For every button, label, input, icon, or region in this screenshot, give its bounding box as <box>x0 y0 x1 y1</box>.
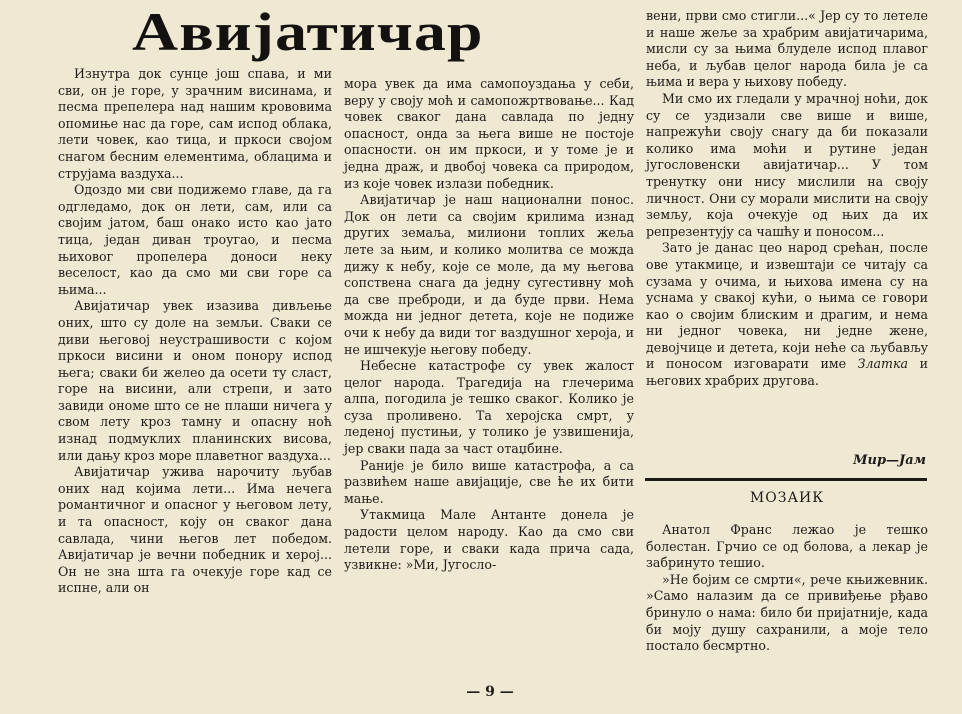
paragraph: Раније је било више катастрофа, а са развићем наше авијације, све ће их бити мање. <box>344 457 634 506</box>
article-column-3 <box>646 8 928 390</box>
paragraph: вени, први смо стигли...« Јер су то летеле и наше жеље за храбрим авијатичарима, мисли су за њима блуделе испод плавог неба, и љубав целог народа била је са њима и вера у њихову победу. <box>646 8 928 90</box>
article-column-2 <box>344 76 634 574</box>
paragraph: »Не бојим се смрти«, рече књижевник. »Само налазим да се привиђење рђаво бринуло о нама: било би пријатније, када би моју душу сахранили, а моје тело постало бесмртно. <box>646 571 928 654</box>
paragraph: Авијатичар увек изазива дивљење оних, што су доле на земљи. Сваки се диви његовој неустрашивости с којом пркоси висини и оном понору испод њега; сваки би желео да осети ту сласт, горе на висини, али стрепи, и зато завиди ономе што се не плаши ничега у свом лету кроз тамну и опасну ноћ изнад подмуклих планинских висова, или дању кроз море плаветног ваздуха... <box>58 298 332 463</box>
paragraph: Ми смо их гледали у мрачној ноћи, док су се уздизали све више и више, напрежући своју снагу да би показали колико има моћи и рутине један југословенски авијатичар... У том тренутку они нису мислили на своју личност. Они су морали мислити на своју земљу, која очекује од њих да их репрезентују са чашћу и поносом... <box>646 90 928 239</box>
paragraph: Небесне катастрофе су увек жалост целог народа. Трагедија на глечерима алпа, погодила је тешко сваког. Колико је суза проливено. Та херојска смрт, у леденој пустињи, у толико је узвишенија, јер сваки пада за част отаџбине. <box>344 358 634 457</box>
paragraph: мора увек да има самопоуздања у себи, веру у своју моћ и самопожртвовање... Кад човек сваког дана савлада по једну опасност, онда за њега више не постоје опасности. он им пркоси, и у томе је и једна драж, и двобој човека са природом, из које човек излази победник. <box>344 76 634 191</box>
paragraph <box>646 240 928 389</box>
paragraph: Одоздо ми сви подижемо главе, да га одгледамо, док он лети, сам, или са својим јатом, баш онако исто као јато тица, један диван троугао, и песма њиховог пропелера доноси неку веселост, као да смо ми сви горе са њима... <box>58 182 332 297</box>
paragraph: Анатол Франс лежао је тешко болестан. Грчио се од болова, а лекар је забринуто тешио. <box>646 522 928 571</box>
paragraph: Авијатичар је наш национални понос. Док он лети са својим крилима изнад других земаља, милиони топлих жеља лете за њим, и колико молитва се можда дижу к небу, које се моле, да му његова сопствена снага да једну сугестивну моћ да све преброди, и да буде први. Нема можда ни једног детета, које не подиже очи к небу да види тог ваздушног хероја, и не ишчекује његову победу. <box>344 192 634 357</box>
paragraph: Утакмица Мале Антанте донела је радости целом народу. Као да смо сви летели горе, и сваки када прича сада, узвикне: »Ми, Југосло- <box>344 507 634 573</box>
paragraph-text: Зато је данас цео народ срећан, после ове утакмице, и извештаји се читају са сузама у очима, и њихова имена су на уснама у свакој кући, о њима се говори као о својим блиским и драгим, и нема ни једног човека, ни једне жене, девојчице и детета, који неће са љубављу и поносом изговарати име <box>646 240 928 372</box>
article-column-1 <box>58 66 332 597</box>
mozaik-heading: МОЗАИК <box>749 490 825 506</box>
author-signature: Мир—Јам <box>853 453 926 468</box>
paragraph: Изнутра док сунце још спава, и ми сви, он је горе, у зрачним висинама, и песма препелера над нашим крововима опомиње нас да горе, сам испод облака, лети човек, као тица, и пркоси својом снагом бесним елементима, облацима и струјама ваздуха... <box>58 66 332 181</box>
mozaik-column <box>646 522 928 655</box>
paragraph: Авијатичар ужива нарочиту љубав оних над којима лети... Има нечега романтичног и опасног у његовом лету, и та опасност, коју он сваког дана савлада, чини његов лет победом. Авијатичар је вечни победник и херој... Он не зна шта га очекује горе кад се испне, али он <box>58 464 332 596</box>
section-divider <box>645 478 927 481</box>
hero-name: Златка <box>857 356 909 372</box>
article-title: Авијатичар <box>132 2 484 62</box>
page-number: — 9 — <box>466 684 514 700</box>
paragraph-tail: и његових храбрих другова. <box>646 356 928 389</box>
